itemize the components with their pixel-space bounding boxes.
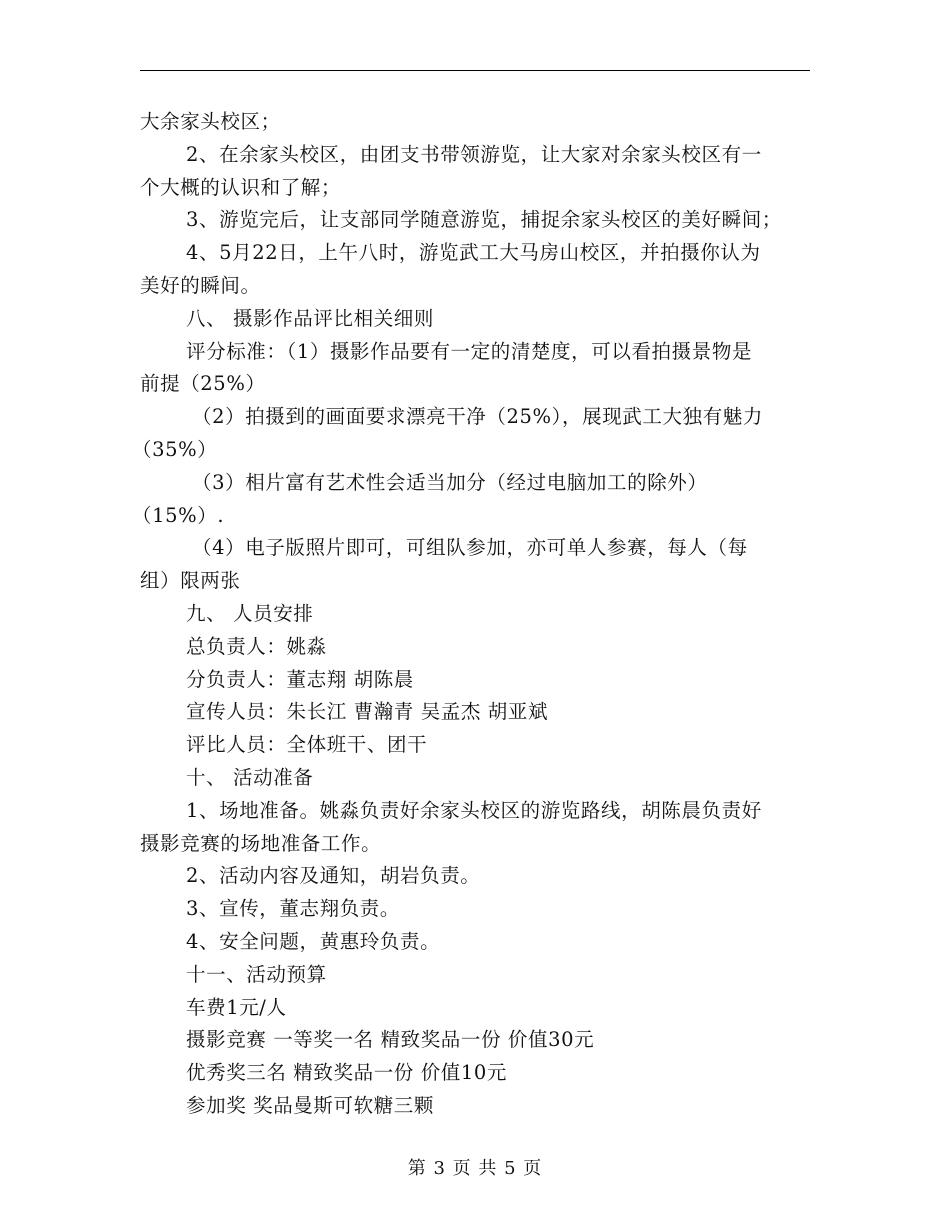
section-heading: 十一、活动预算 [186,962,327,986]
paragraph-line: （2）拍摄到的画面要求漂亮干净（25%），展现武工大独有魅力 [192,405,763,429]
page-number-footer: 第 3 页 共 5 页 [407,1158,543,1179]
paragraph-line: 总负责人：姚淼 [186,634,327,658]
paragraph-line: 美好的瞬间。 [140,273,261,297]
section-heading: 九、 人员安排 [186,601,314,625]
document-body [132,106,812,1123]
paragraph-line: 1、场地准备。姚淼负责好余家头校区的游览路线，胡陈晨负责好 [186,798,762,822]
paragraph-line: 个大概的认识和了解； [140,175,342,199]
paragraph-line: 3、宣传，董志翔负责。 [186,897,401,921]
paragraph-line: 分负责人：董志翔 胡陈晨 [186,667,414,691]
paragraph-line: 评比人员：全体班干、团干 [186,733,428,757]
paragraph-line: 组）限两张 [140,569,241,593]
paragraph-line: 3、游览完后，让支部同学随意游览，捕捉余家头校区的美好瞬间； [186,208,782,232]
paragraph-line: （35%） [132,437,218,461]
paragraph-line: （4）电子版照片即可，可组队参加，亦可单人参赛，每人（每 [192,536,748,560]
paragraph-line: 4、安全问题，黄惠玲负责。 [186,929,441,953]
header-rule [140,70,810,71]
paragraph-line: 摄影竞赛 一等奖一名 精致奖品一份 价值30元 [186,1028,595,1052]
paragraph-line: 2、在余家头校区，由团支书带领游览，让大家对余家头校区有一 [186,142,762,166]
section-heading: 十、 活动准备 [186,765,314,789]
paragraph-line: 摄影竞赛的场地准备工作。 [140,831,382,855]
paragraph-line: 参加奖 奖品曼斯可软糖三颗 [186,1093,434,1117]
section-heading: 八、 摄影作品评比相关细则 [186,306,434,330]
paragraph-line: 2、活动内容及通知，胡岩负责。 [186,864,481,888]
paragraph-line: 宣传人员：朱长江 曹瀚青 吴孟杰 胡亚斌 [186,700,549,724]
paragraph-line: 前提（25%） [140,372,266,396]
paragraph-line: （15%）. [132,503,225,527]
paragraph-line: 评分标准：（1）摄影作品要有一定的清楚度，可以看拍摄景物是 [186,339,753,363]
paragraph-line: 车费1元/人 [186,995,287,1019]
paragraph-line: 大余家头校区； [140,110,281,133]
paragraph-line: 4、5月22日，上午八时，游览武工大马房山校区，并拍摄你认为 [186,241,761,265]
paragraph-line: （3）相片富有艺术性会适当加分（经过电脑加工的除外） [192,470,708,494]
paragraph-line: 优秀奖三名 精致奖品一份 价值10元 [186,1061,508,1085]
